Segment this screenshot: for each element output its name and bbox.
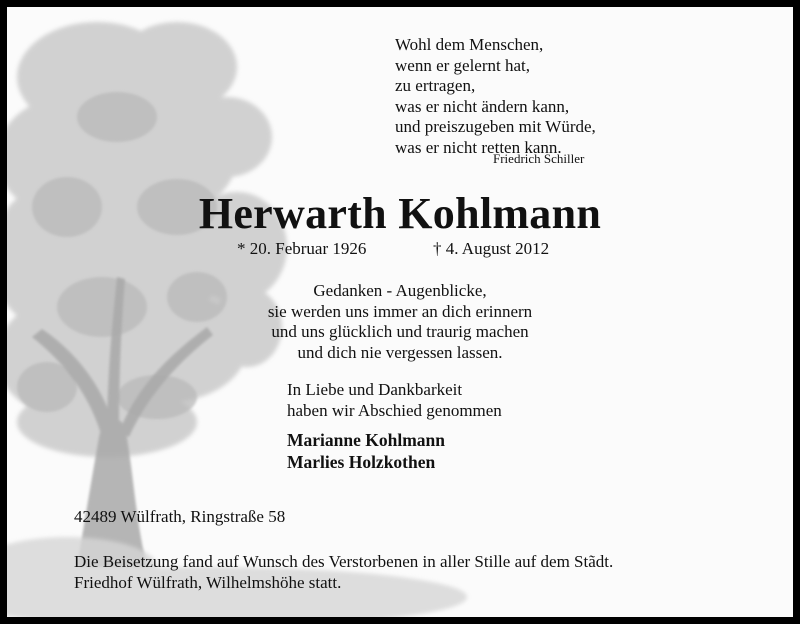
- poem-line: und preiszugeben mit Würde,: [395, 117, 596, 136]
- thanks-line: In Liebe und Dankbarkeit: [287, 380, 463, 399]
- birth-date: * 20. Februar 1926: [237, 239, 367, 258]
- poem-author: Friedrich Schiller: [493, 151, 585, 166]
- verse-line: und uns glücklich und traurig machen: [271, 322, 529, 341]
- poem: [395, 35, 596, 158]
- memorial-verse: [7, 281, 793, 363]
- poem-line: Wohl dem Menschen,: [395, 35, 544, 54]
- funeral-note: [74, 552, 613, 593]
- mourners-list: [287, 429, 445, 473]
- poem-line: was er nicht retten kann.: [395, 137, 562, 157]
- funeral-note-line: Friedhof Wülfrath, Wilhelmshöhe statt.: [74, 572, 342, 592]
- verse-line: und dich nie vergessen lassen.: [297, 342, 503, 362]
- poem-line: zu ertragen,: [395, 76, 476, 95]
- verse-line: Gedanken - Augenblicke,: [313, 281, 487, 300]
- mourner-name: Marlies Holzkothen: [287, 452, 436, 472]
- thanks-line: haben wir Abschied genommen: [287, 400, 502, 420]
- thanks-text: [287, 380, 502, 421]
- funeral-note-line: Die Beisetzung fand auf Wunsch des Verstorbenen in aller Stille auf dem Stãdt.: [74, 552, 614, 571]
- address: 42489 Wülfrath, Ringstraße 58: [74, 507, 286, 526]
- poem-line: was er nicht ändern kann,: [395, 96, 570, 116]
- death-date: † 4. August 2012: [433, 239, 550, 258]
- verse-line: sie werden uns immer an dich erinnern: [267, 301, 533, 321]
- deceased-name: Herwarth Kohlmann: [198, 189, 602, 238]
- poem-line: wenn er gelernt hat,: [395, 55, 530, 75]
- mourner-name: Marianne Kohlmann: [287, 430, 446, 450]
